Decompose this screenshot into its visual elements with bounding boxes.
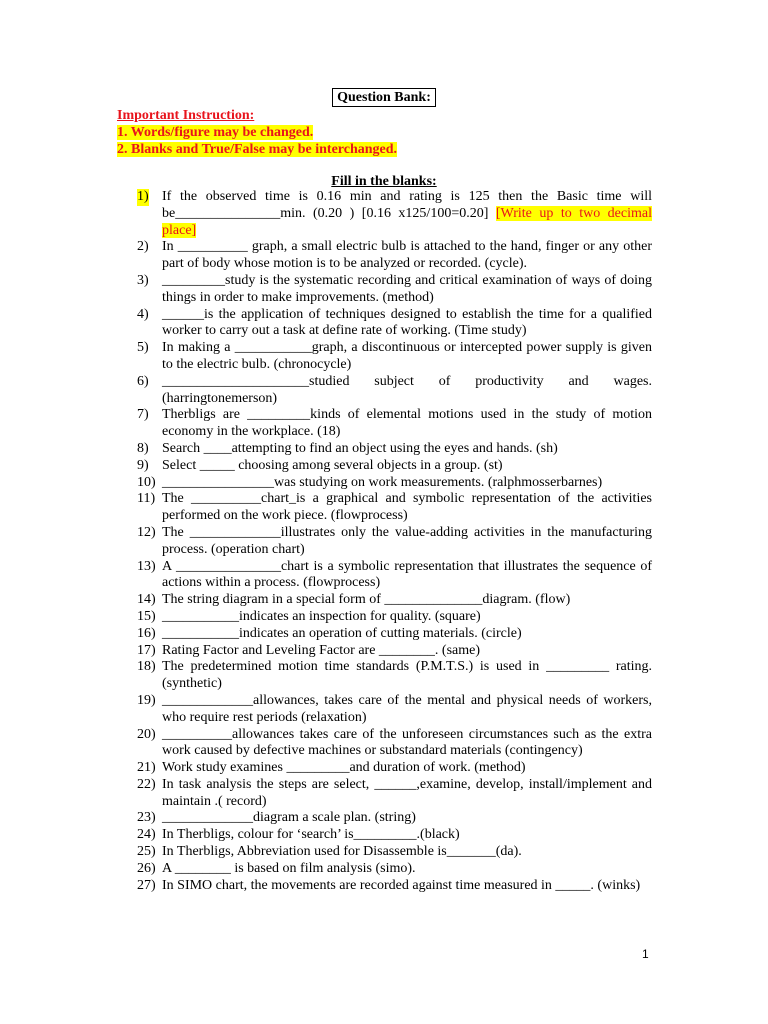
question-text: _____________diagram a scale plan. (string) <box>162 810 416 826</box>
question-text: In SIMO chart, the movements are recorded against time measured in _____. (winks) <box>162 877 641 893</box>
question-number: 8) <box>137 440 149 456</box>
question-item <box>137 374 652 408</box>
question-item <box>137 307 652 341</box>
question-text: The __________chart_is a graphical and symbolic representation of the activities performed on the work piece. (flowprocess) <box>162 491 652 524</box>
question-item <box>137 659 652 693</box>
question-item <box>137 458 652 475</box>
question-text: _____________________studied subject of productivity and wages. (harringtonemerson) <box>162 373 652 406</box>
question-item <box>137 861 652 878</box>
question-text: In Therbligs, colour for ‘search’ is_________.(black) <box>162 827 460 843</box>
question-item <box>137 844 652 861</box>
question-list <box>137 189 652 894</box>
question-item <box>137 878 652 895</box>
question-text: The _____________illustrates only the value-adding activities in the manufacturing process. (operation chart) <box>162 524 652 557</box>
question-number: 6) <box>137 373 149 389</box>
instruction-item: 2. Blanks and True/False may be interchanged. <box>117 142 398 157</box>
page-title: Question Bank: <box>332 88 436 107</box>
page-number: 1 <box>642 947 649 961</box>
question-text: ___________indicates an inspection for quality. (square) <box>162 608 481 624</box>
question-item <box>137 491 652 525</box>
question-text: In task analysis the steps are select, ______,examine, develop, install/implement and maintain .( record) <box>162 776 652 809</box>
question-number: 27) <box>137 877 156 893</box>
question-text: _____________allowances, takes care of the mental and physical needs of workers, who require rest periods (relaxation) <box>162 692 652 725</box>
question-number: 9) <box>137 457 149 473</box>
question-number: 4) <box>137 306 149 322</box>
instructions-heading: Important Instruction: <box>117 108 255 123</box>
question-item <box>137 559 652 593</box>
question-item <box>137 643 652 660</box>
question-number: 18) <box>137 659 156 675</box>
question-text: ______is the application of techniques designed to establish the time for a qualified worker to carry out a task at define rate of working. (Time study) <box>162 306 652 339</box>
question-number: 19) <box>137 692 156 708</box>
question-number: 21) <box>137 760 156 776</box>
question-number: 20) <box>137 726 156 742</box>
instruction-item: 1. Words/figure may be changed. <box>117 125 314 140</box>
question-item <box>137 609 652 626</box>
question-text: If the observed time is 0.16 min and rating is 125 then the Basic time will be_______________min. (0.20 ) [0.16 x125/100=0.20] <box>162 189 652 221</box>
question-text: The predetermined motion time standards (P.M.T.S.) is used in _________ rating. (synthetic) <box>162 659 652 692</box>
question-text: The string diagram in a special form of ______________diagram. (flow) <box>162 592 571 608</box>
important-instructions <box>117 107 397 158</box>
question-item <box>137 777 652 811</box>
question-text: Rating Factor and Leveling Factor are ________. (same) <box>162 642 481 658</box>
question-text: A _______________chart is a symbolic representation that illustrates the sequence of actions within a process. (flowprocess) <box>162 558 652 591</box>
question-item <box>137 592 652 609</box>
question-text: Therbligs are _________kinds of elemental motions used in the study of motion economy in the workplace. (18) <box>162 407 652 440</box>
question-text: Search ____attempting to find an object using the eyes and hands. (sh) <box>162 440 558 456</box>
question-text: In making a ___________graph, a discontinuous or intercepted power supply is given to the electric bulb. (chronocycle) <box>162 340 652 372</box>
question-text: In __________ graph, a small electric bulb is attached to the hand, finger or any other part of body whose motion is to be analyzed or recorded. (cycle). <box>162 239 652 272</box>
question-text: __________allowances takes care of the unforeseen circumstances such as the extra work caused by defective machines or substandard materials (contingency) <box>162 726 652 759</box>
question-text: In Therbligs, Abbreviation used for Disassemble is_______(da). <box>162 844 522 860</box>
question-number: 16) <box>137 625 156 641</box>
question-text: A ________ is based on film analysis (simo). <box>162 860 416 876</box>
question-number: 10) <box>137 474 156 490</box>
question-number: 2) <box>137 239 149 255</box>
question-number: 14) <box>137 592 156 608</box>
question-note: [Write up to two decimal place] <box>162 205 652 238</box>
question-item <box>137 340 652 374</box>
question-number: 25) <box>137 844 156 860</box>
question-item <box>137 760 652 777</box>
question-number: 11) <box>137 491 156 507</box>
section-heading: Fill in the blanks: <box>331 174 437 189</box>
question-item <box>137 693 652 727</box>
question-item <box>137 407 652 441</box>
question-number: 7) <box>137 407 149 423</box>
question-text: Work study examines _________and duration of work. (method) <box>162 760 526 776</box>
question-text: ___________indicates an operation of cutting materials. (circle) <box>162 625 522 641</box>
question-text: Select _____ choosing among several objects in a group. (st) <box>162 457 503 473</box>
question-number: 24) <box>137 827 156 843</box>
question-item <box>137 525 652 559</box>
question-item <box>137 475 652 492</box>
question-number: 13) <box>137 558 156 574</box>
question-number: 1) <box>137 189 149 204</box>
question-number: 12) <box>137 524 156 540</box>
question-number: 17) <box>137 642 156 658</box>
question-number: 15) <box>137 608 156 624</box>
question-number: 26) <box>137 860 156 876</box>
question-number: 23) <box>137 810 156 826</box>
question-number: 5) <box>137 340 149 356</box>
question-item <box>137 239 652 273</box>
question-item <box>137 189 652 239</box>
question-text: _________study is the systematic recording and critical examination of ways of doing things in order to make improvements. (method) <box>162 272 652 305</box>
question-item <box>137 441 652 458</box>
question-item <box>137 727 652 761</box>
question-item <box>137 827 652 844</box>
question-number: 3) <box>137 272 149 288</box>
question-item <box>137 626 652 643</box>
question-text: ________________was studying on work measurements. (ralphmosserbarnes) <box>162 474 603 490</box>
question-item <box>137 273 652 307</box>
question-item <box>137 810 652 827</box>
question-number: 22) <box>137 776 156 792</box>
